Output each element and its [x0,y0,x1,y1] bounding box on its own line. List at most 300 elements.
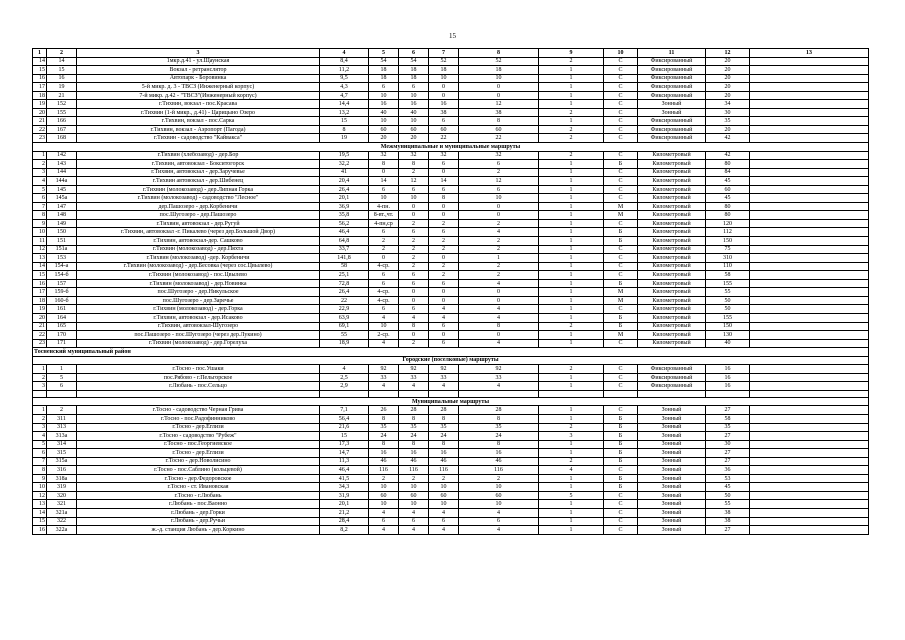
table-cell: 149 [47,219,77,228]
table-cell: 34 [706,100,750,109]
table-row [33,151,869,160]
table-cell: 46 [399,457,429,466]
table-cell: 8-вт.,чт. [369,211,399,220]
table-row [33,245,869,254]
table-row [33,288,869,297]
table-cell [750,466,869,475]
table-row [33,457,869,466]
table-row [33,177,869,186]
table-cell: Фиксированный [638,57,706,66]
table-cell [750,151,869,160]
table-cell: 10 [459,483,539,492]
table-cell [33,390,47,397]
table-row [33,313,869,322]
table-cell: 34,3 [320,483,369,492]
table-cell: г.Тихвин автовокзал - дер.Шибенец [77,177,320,186]
table-cell: 80 [706,211,750,220]
table-cell: 18 [369,74,399,83]
table-cell: С [604,508,638,517]
table-cell: 2 [429,237,459,246]
table-cell [320,390,369,397]
table-cell: 12 [33,491,47,500]
table-cell: 60 [706,185,750,194]
table-cell: С [604,100,638,109]
table-cell: 4 [429,305,459,314]
table-cell [459,390,539,397]
table-cell: 33,7 [320,245,369,254]
table-cell: 0 [399,211,429,220]
table-cell: 14 [33,57,47,66]
table-cell: 60 [369,125,399,134]
table-cell: 4 [539,466,604,475]
table-cell: 0 [429,202,459,211]
table-row [33,262,869,271]
table-cell: 2 [539,57,604,66]
table-row [33,517,869,526]
table-cell: 92 [459,365,539,374]
table-cell: 13 [33,254,47,263]
table-cell [750,526,869,535]
table-cell: 10 [399,483,429,492]
table-cell: 15 [33,517,47,526]
table-cell [539,390,604,397]
table-cell: Зонный [638,526,706,535]
table-cell: 36 [706,466,750,475]
table-cell: 30 [706,440,750,449]
table-cell: 28,4 [320,517,369,526]
table-cell: 141,8 [320,254,369,263]
table-cell: Б [604,414,638,423]
table-row [33,339,869,348]
table-cell: 6 [429,339,459,348]
table-cell: 2 [539,125,604,134]
table-cell: 2 [459,168,539,177]
table-cell: 32 [429,151,459,160]
table-cell: 4 [399,508,429,517]
table-cell: 19,5 [320,151,369,160]
table-cell: 30 [706,108,750,117]
table-cell: 2 [33,373,47,382]
table-cell: Зонный [638,440,706,449]
table-cell: Зонный [638,457,706,466]
table-cell: 1 [539,237,604,246]
table-cell [750,279,869,288]
table-cell: С [604,305,638,314]
table-cell: г.Тихвин (молокозавод) -дер. Корбеничи [77,254,320,263]
table-row [33,414,869,423]
table-cell: 35 [706,423,750,432]
table-row [33,134,869,143]
table-cell: 6 [369,83,399,92]
table-cell: Б [604,457,638,466]
table-cell: 8 [429,194,459,203]
table-cell [750,457,869,466]
table-cell: Километровый [638,305,706,314]
table-cell: 55 [706,500,750,509]
table-cell: 33 [369,373,399,382]
table-cell: Зонный [638,483,706,492]
table-cell: 32 [399,151,429,160]
table-cell: 38 [706,517,750,526]
table-cell: г.Тихвин (молокозавод) - дер.Горка [77,305,320,314]
table-cell: 54 [399,57,429,66]
table-cell: 144 [47,168,77,177]
table-cell: 0 [459,83,539,92]
table-cell: 42 [706,151,750,160]
table-cell: 3 [33,423,47,432]
table-cell: 2 [429,474,459,483]
table-cell: г.Тихвин, автовокзал -г. Пикалево (через дер.Большой Двор) [77,228,320,237]
table-cell: С [604,373,638,382]
table-cell: Километровый [638,185,706,194]
table-cell: 4 [429,526,459,535]
table-cell: С [604,57,638,66]
table-cell: 1 [539,296,604,305]
table-cell [47,390,77,397]
table-cell: 2 [539,108,604,117]
table-cell: 6 [429,517,459,526]
table-cell: Километровый [638,279,706,288]
table-cell: 11,2 [320,66,369,75]
table-cell: г.Тихвин - садоводство "Кайвакса" [77,134,320,143]
table-cell [750,382,869,391]
table-cell: 19 [33,100,47,109]
table-cell: г.Тихвин, автовокзал - дер.Ругуй [77,219,320,228]
table-cell: 1 [539,508,604,517]
table-cell: Б [604,440,638,449]
table-cell: 13,2 [320,108,369,117]
table-cell: 4 [459,279,539,288]
table-cell: Километровый [638,271,706,280]
table-cell: г.Тосно - садоводство Черная Грива [77,406,320,415]
table-cell: пос.Шугозеро - дер.Заречье [77,296,320,305]
table-cell: 8 [399,414,429,423]
table-cell: Автопарк - Боровинка [77,74,320,83]
table-cell: 1 [539,373,604,382]
table-cell: 145 [47,185,77,194]
table-cell: С [604,271,638,280]
table-cell [399,390,429,397]
table-cell: С [604,517,638,526]
table-cell: 41 [320,168,369,177]
table-cell: 2 [369,237,399,246]
table-cell: Вокзал - ретранслятор [77,66,320,75]
table-row [33,237,869,246]
table-cell: 0 [429,91,459,100]
table-cell [750,414,869,423]
table-cell: 72,8 [320,279,369,288]
table-cell: 1 [539,305,604,314]
table-cell: 10 [459,194,539,203]
table-cell: С [604,91,638,100]
table-cell: 1 [33,365,47,374]
table-cell: 21,6 [320,423,369,432]
table-cell: 20,1 [320,500,369,509]
table-cell: 2 [429,245,459,254]
table-cell: 60 [429,125,459,134]
table-cell: 80 [706,202,750,211]
table-cell: 24 [369,432,399,441]
table-cell: 6 [33,194,47,203]
table-cell: 116 [429,466,459,475]
table-cell [750,83,869,92]
table-cell: 16 [429,100,459,109]
table-cell: 155 [706,313,750,322]
table-cell: 7 [33,457,47,466]
table-cell: Фиксированный [638,74,706,83]
table-cell: 6 [429,279,459,288]
table-cell: 21 [33,117,47,126]
table-cell: 170 [47,331,77,340]
table-cell: 35 [369,423,399,432]
table-cell: 1 [459,254,539,263]
table-cell: 19 [47,83,77,92]
table-cell: М [604,288,638,297]
table-cell [750,331,869,340]
table-row [33,74,869,83]
section-row [33,397,869,406]
table-cell: Зонный [638,423,706,432]
table-cell: 80 [706,160,750,169]
table-cell: Километровый [638,237,706,246]
table-row [33,100,869,109]
table-cell: 60 [459,125,539,134]
table-cell: 16 [369,100,399,109]
table-row [33,228,869,237]
table-row [33,211,869,220]
table-cell: 9 [33,219,47,228]
page-number: 15 [449,32,456,40]
table-cell: Фиксированный [638,117,706,126]
spacer-row [33,390,869,397]
table-cell: 7-й микр. д.42 - "ТВСЗ"(Инженерный корпус) [77,91,320,100]
table-cell: 171 [47,339,77,348]
table-cell: 2 [369,474,399,483]
table-cell: 16 [399,449,429,458]
table-cell: 6 [429,322,459,331]
table-cell [750,271,869,280]
table-cell: 15 [320,432,369,441]
table-cell: 4-пн. [369,202,399,211]
table-cell: 2 [539,457,604,466]
table-cell: 16 [459,449,539,458]
table-cell: 1 [539,262,604,271]
table-cell: 9,5 [320,74,369,83]
table-cell: г.Любань - пос.Ваонно [77,500,320,509]
table-cell: 2-ср. [369,331,399,340]
table-cell: 31,9 [320,491,369,500]
table-cell: г.Тихвин (хлебозавод) - дер.Бор [77,151,320,160]
table-cell: 321 [47,500,77,509]
table-cell: 6 [369,279,399,288]
table-cell: 1 [539,474,604,483]
table-cell: 316 [47,466,77,475]
table-cell: 120 [706,219,750,228]
table-cell: 4 [429,313,459,322]
table-cell: 15 [320,117,369,126]
table-cell: Фиксированный [638,83,706,92]
table-cell: Километровый [638,339,706,348]
table-cell: 23 [33,134,47,143]
table-cell: 4 [369,313,399,322]
table-cell: 8 [429,414,459,423]
table-cell: 1 [539,66,604,75]
header-cell: 9 [539,49,604,58]
table-row [33,322,869,331]
table-cell: 4 [369,339,399,348]
table-cell: 10 [369,194,399,203]
table-cell: 1 [539,83,604,92]
table-row [33,83,869,92]
table-cell: 1 [539,168,604,177]
table-cell: 27 [706,526,750,535]
table-row [33,194,869,203]
table-cell: 6 [399,305,429,314]
table-cell: пос.Рябово - г.Пельгорское [77,373,320,382]
table-cell: 2 [539,423,604,432]
table-cell: 20 [369,134,399,143]
table-cell: 5 [33,185,47,194]
table-cell: 21 [33,322,47,331]
table-cell: 20 [33,108,47,117]
table-cell: 0 [429,288,459,297]
table-cell: С [604,382,638,391]
table-cell: 17,3 [320,440,369,449]
table-cell [750,211,869,220]
table-cell: 321а [47,508,77,517]
table-cell: 3 [33,382,47,391]
table-cell: 0 [459,331,539,340]
table-cell [750,254,869,263]
table-cell: 313а [47,432,77,441]
table-cell: 22 [33,331,47,340]
table-cell: 46 [429,457,459,466]
header-cell: 7 [429,49,459,58]
table-cell: 2 [399,168,429,177]
table-cell: 1 [539,500,604,509]
table-cell [750,474,869,483]
table-cell: 2 [399,245,429,254]
table-cell: 1 [47,365,77,374]
table-cell: г.Тихвин (молокозавод) - дер.Пяхта [77,245,320,254]
table-cell: 4 [459,508,539,517]
table-cell [706,390,750,397]
table-cell: 6 [399,83,429,92]
table-cell: 9 [33,474,47,483]
table-cell: 2 [429,271,459,280]
table-cell: 150 [706,237,750,246]
table-cell: 16 [429,449,459,458]
table-cell: Километровый [638,151,706,160]
table-cell: 16 [47,74,77,83]
table-cell: С [604,83,638,92]
table-cell: 0 [399,202,429,211]
table-cell [750,245,869,254]
table-cell [750,305,869,314]
table-cell: 16 [33,74,47,83]
table-cell: Б [604,160,638,169]
table-cell: 55 [320,331,369,340]
table-cell: 3 [33,168,47,177]
table-cell: Километровый [638,202,706,211]
table-cell [750,185,869,194]
table-cell: 0 [459,202,539,211]
table-cell: Б [604,432,638,441]
table-cell [750,228,869,237]
table-cell: 2 [539,365,604,374]
table-row [33,382,869,391]
table-row [33,331,869,340]
table-cell: 38 [459,108,539,117]
table-cell [750,168,869,177]
table-row [33,160,869,169]
table-cell: Километровый [638,288,706,297]
table-cell: 5 [47,373,77,382]
table-cell: 35 [459,423,539,432]
table-cell: 4 [459,526,539,535]
table-cell: 35 [399,423,429,432]
table-cell: 0 [459,288,539,297]
table-cell: 3 [539,432,604,441]
table-cell: г.Тихвин (молокозавод) - пос.Цвылево [77,271,320,280]
table-cell: 16 [33,279,47,288]
table-cell: 0 [459,91,539,100]
table-cell: 19 [33,305,47,314]
table-cell: Зонный [638,491,706,500]
table-cell [750,296,869,305]
table-cell: 12 [459,100,539,109]
table-cell: 165 [47,322,77,331]
table-cell: г.Тихвин, автовокзал - дер.Заручевье [77,168,320,177]
table-cell: 20 [706,83,750,92]
table-cell: 10 [399,117,429,126]
table-cell: пос.Шугозеро - дер.Пашозеро [77,211,320,220]
table-cell: М [604,296,638,305]
table-cell: 25,1 [320,271,369,280]
table-cell: Километровый [638,331,706,340]
table-cell: Фиксированный [638,66,706,75]
table-cell: 7 [33,202,47,211]
table-cell: 15 [47,66,77,75]
section-row [33,356,869,365]
table-cell [750,108,869,117]
table-cell: 153 [47,254,77,263]
table-cell: 10 [459,74,539,83]
table-cell: 8 [459,414,539,423]
table-cell: 6 [459,160,539,169]
table-cell: 6 [429,117,459,126]
table-cell: 152 [47,100,77,109]
table-cell: Зонный [638,108,706,117]
table-cell: Километровый [638,254,706,263]
table-cell [750,406,869,415]
table-cell: г.Тосно - дер.Новолисино [77,457,320,466]
table-cell [604,390,638,397]
table-cell: 27 [706,432,750,441]
table-cell: 33 [429,373,459,382]
table-cell: 26 [369,406,399,415]
table-cell: 161 [47,305,77,314]
table-cell [750,177,869,186]
table-cell: 1 [539,254,604,263]
table-cell: г.Тосно - пос.Радофинниково [77,414,320,423]
table-cell [750,313,869,322]
header-cell: 8 [459,49,539,58]
table-cell: 2 [459,245,539,254]
table-cell: 2 [399,237,429,246]
table-cell: 4 [459,313,539,322]
header-row [33,49,869,58]
